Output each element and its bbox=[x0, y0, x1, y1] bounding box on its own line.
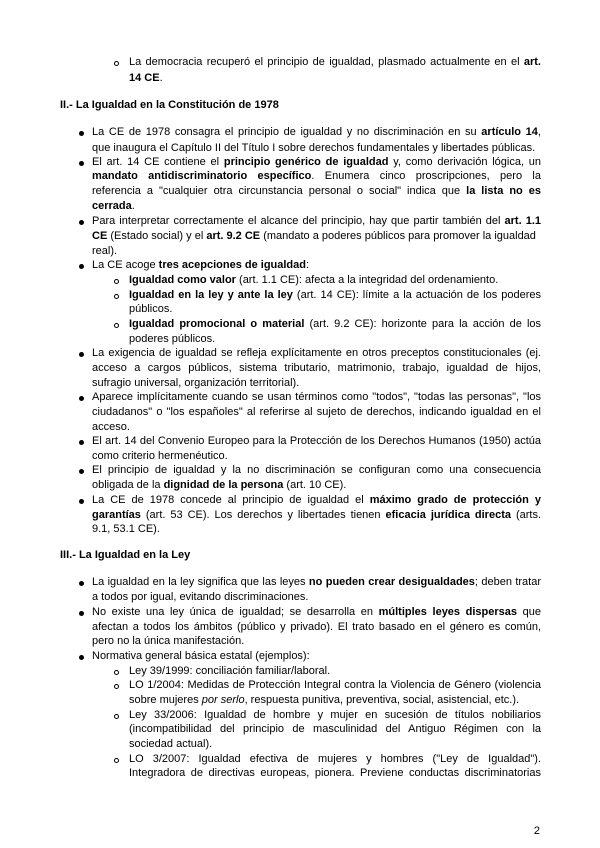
text-line: que inaugura el Capítulo II del Título I sobre derechos fundamentales y libertades públicas. bbox=[92, 142, 536, 154]
bullet bbox=[79, 581, 84, 586]
text-line: Igualdad en la ley y ante la ley (art. 14 CE): límite a la actuación de los poderes bbox=[129, 289, 542, 301]
text-line: real). bbox=[92, 245, 118, 257]
text-line: La CE acoge tres acepciones de igualdad: bbox=[92, 259, 310, 271]
text-line: La igualdad en la ley significa que las leyes no pueden crear desigualdades; deben tratar bbox=[92, 576, 541, 588]
text-line: El art. 14 CE contiene el principio genérico de igualdad y, como derivación lógica, un bbox=[92, 156, 542, 168]
text-line: garantías (art. 53 CE). Los derechos y libertades tienen eficacia jurídica directa (arts. bbox=[92, 509, 541, 521]
bullet bbox=[79, 161, 84, 166]
text-line: 9.1, 53.1 CE). bbox=[92, 523, 160, 535]
text-line: LO 3/2007: Igualdad efectiva de mujeres y hombres ("Ley de Igualdad"). bbox=[129, 753, 541, 765]
text-line: a todos por igual, evitando discriminaciones. bbox=[92, 591, 309, 603]
sub-bullet bbox=[114, 294, 119, 299]
bullet bbox=[79, 655, 84, 660]
text-line: Igualdad como valor (art. 1.1 CE): afecta a la integridad del ordenamiento. bbox=[129, 274, 499, 286]
text-line: públicos. bbox=[129, 303, 173, 315]
text-line: obligada de la dignidad de la persona (art. 10 CE). bbox=[92, 479, 347, 491]
bullet bbox=[79, 396, 84, 401]
text-line: La exigencia de igualdad se refleja explícitamente en otros preceptos constitucionales (ej. bbox=[92, 347, 541, 359]
bullet bbox=[79, 131, 84, 136]
sub-bullet bbox=[114, 323, 119, 328]
sub-bullet bbox=[114, 279, 119, 284]
text-line: Ley 33/2006: Igualdad de hombre y mujer en sucesión de títulos nobiliarios bbox=[129, 709, 541, 721]
text-line: Igualdad promocional o material (art. 9.2 CE): horizonte para la acción de los bbox=[129, 318, 542, 330]
text-line: (incompatibilidad del principio de masculinidad del Antiguo Régimen con la bbox=[129, 723, 541, 735]
bullet bbox=[79, 220, 84, 225]
bullet bbox=[79, 469, 84, 474]
bullet bbox=[79, 440, 84, 445]
text-line: sufragio universal, organización territorial). bbox=[92, 377, 300, 389]
text-line: Ley 39/1999: conciliación familiar/laboral. bbox=[129, 665, 331, 677]
text-line: La CE de 1978 consagra el principio de igualdad y no discriminación en su artículo 14, bbox=[92, 126, 541, 138]
text-line: El principio de igualdad y la no discriminación se configuran como una consecuencia bbox=[92, 464, 541, 476]
text-line: referencia a "cualquier otra circunstancia personal o social" indica que la lista no es bbox=[92, 185, 541, 197]
text-line: sociedad actual). bbox=[129, 738, 213, 750]
text-line: pero no la única manifestación. bbox=[92, 635, 245, 647]
bullet bbox=[79, 264, 84, 269]
text-line: La democracia recuperó el principio de igualdad, plasmado actualmente en el art. bbox=[129, 56, 541, 68]
text-line: No existe una ley única de igualdad; se desarrolla en múltiples leyes dispersas que bbox=[92, 606, 541, 618]
text-line: Para interpretar correctamente el alcance del principio, hay que partir también del art. 1.1 bbox=[92, 215, 541, 227]
text-line: La CE de 1978 concede al principio de igualdad el máximo grado de protección y bbox=[92, 494, 541, 506]
text-line: Integradora de directivas europeas, pionera. Previene conductas discriminatorias bbox=[129, 767, 541, 779]
sub-bullet bbox=[114, 684, 119, 689]
text-line: 14 CE. bbox=[129, 72, 163, 84]
sub-bullet bbox=[114, 61, 119, 66]
text-line: afectan a todos los ámbitos (público y privado). El trato basado en el género es común, bbox=[92, 621, 541, 633]
text-line: poderes públicos. bbox=[129, 333, 216, 345]
sub-bullet bbox=[114, 758, 119, 763]
text-line: Normativa general básica estatal (ejemplos): bbox=[92, 650, 310, 662]
text-line: sobre mujeres por serlo, respuesta punitiva, preventiva, social, asistencial, etc.). bbox=[129, 694, 520, 706]
text-line: El art. 14 del Convenio Europeo para la Protección de los Derechos Humanos (1950) actúa bbox=[92, 435, 541, 447]
bullet bbox=[79, 499, 84, 504]
text-line: como criterio hermenéutico. bbox=[92, 450, 228, 462]
text-line: Aparece implícitamente cuando se usan términos como "todos", "todas las personas", "los bbox=[92, 391, 541, 403]
text-line: CE (Estado social) y el art. 9.2 CE (mandato a poderes públicos para promover la igualdad bbox=[92, 230, 536, 242]
section-heading: II.- La Igualdad en la Constitución de 1978 bbox=[60, 99, 279, 111]
text-line: ciudadanos" o "los españoles" al referirse al sujeto de derechos, indicando igualdad en el bbox=[92, 406, 541, 418]
text-line: acceso a cargos públicos, sistema tributario, matrimonio, trabajo, igualdad de hijos, bbox=[92, 362, 541, 374]
bullet bbox=[79, 611, 84, 616]
text-line: LO 1/2004: Medidas de Protección Integral contra la Violencia de Género (violencia bbox=[129, 679, 541, 691]
bullet bbox=[79, 352, 84, 357]
text-line: mandato antidiscriminatorio específico. Enumera cinco proscripciones, pero la bbox=[92, 170, 541, 182]
page-number: 2 bbox=[533, 825, 540, 837]
section-heading: III.- La Igualdad en la Ley bbox=[60, 549, 191, 561]
sub-bullet bbox=[114, 670, 119, 675]
sub-bullet bbox=[114, 714, 119, 719]
text-line: cerrada. bbox=[92, 200, 135, 212]
text-line: acceso. bbox=[92, 421, 130, 433]
